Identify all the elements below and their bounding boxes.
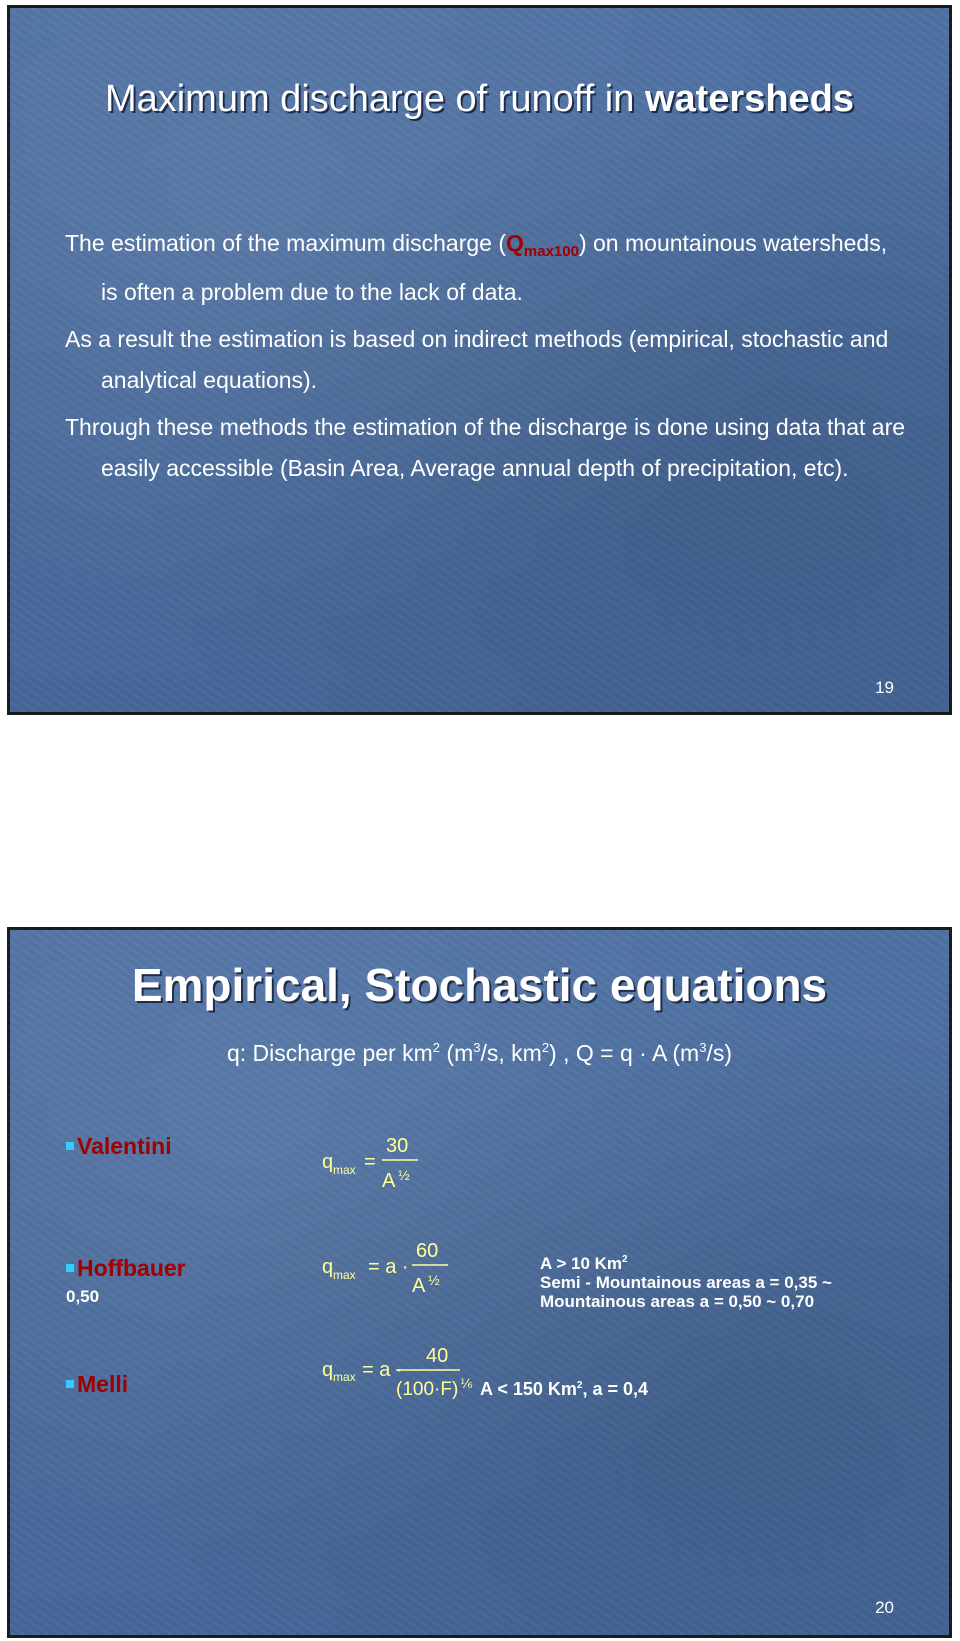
paragraph-2: As a result the estimation is based on indirect methods (empirical, stochastic and analytical equations).: [65, 326, 889, 393]
formula-exp: ⅙: [460, 1376, 473, 1391]
slide-number: 20: [875, 1598, 894, 1617]
bullet-label: Valentini: [77, 1133, 172, 1159]
bullet-hoffbauer: [66, 1255, 186, 1282]
note-mountainous: Mountainous areas a = 0,50 ~ 0,70: [540, 1292, 815, 1311]
formula-eq: = a ·: [368, 1256, 409, 1278]
def-a: q: Discharge per km: [226, 1040, 433, 1066]
paragraph-1: [65, 223, 909, 313]
q-max100: [506, 230, 579, 260]
formula-sub: max: [333, 1370, 356, 1384]
formula-sub: max: [333, 1163, 356, 1177]
formula-den: A: [382, 1170, 396, 1192]
bullet-square-icon: [66, 1264, 74, 1272]
bullet-label: Hoffbauer: [77, 1255, 186, 1281]
p1-text-b: ) on mountainous watersheds, is often a problem due to the lack of data.: [101, 230, 888, 305]
note-semi-mountainous: Semi - Mountainous areas a = 0,35 ~: [540, 1273, 832, 1292]
formula-num: 40: [426, 1345, 449, 1367]
def-b: (m: [440, 1040, 474, 1066]
hoffbauer-left-value: 0,50: [66, 1287, 100, 1306]
slide-20: [7, 927, 952, 1638]
q-symbol: Q: [506, 230, 524, 256]
melli-note-sup: 2: [576, 1380, 583, 1391]
formula-sub: max: [333, 1268, 356, 1282]
def-sup-1: 2: [432, 1040, 441, 1055]
bullet-label: Melli: [77, 1371, 129, 1397]
paragraph-3: Through these methods the estimation of the discharge is done using data that are easily accessible (Basin Area, Average annual depth of precipitation, etc).: [65, 414, 906, 481]
slide-title: [10, 78, 949, 121]
formula-q: q: [322, 1151, 334, 1173]
def-sup-3: 2: [541, 1040, 550, 1055]
formula-num: 30: [386, 1135, 409, 1157]
note-area: [540, 1250, 832, 1273]
q-subscript: max100: [523, 243, 579, 260]
def-sup-2: 3: [473, 1040, 481, 1055]
formula-exp: ½: [428, 1272, 440, 1288]
def-c: /s, km: [480, 1040, 542, 1066]
slide-19: [7, 5, 952, 715]
formula-q: q: [322, 1256, 334, 1278]
bullet-valentini: [66, 1133, 172, 1160]
formula-eq: =: [364, 1151, 376, 1173]
melli-note-b: , a = 0,4: [582, 1379, 649, 1399]
title-bold: watersheds: [644, 78, 855, 120]
slide-body: [65, 223, 909, 495]
formula-melli: [320, 1345, 473, 1418]
title-plain: Maximum discharge of runoff in: [104, 78, 645, 120]
formula-den: A: [412, 1275, 426, 1297]
formula-eq: = a ·: [362, 1359, 403, 1381]
formula-q: q: [322, 1359, 334, 1381]
melli-note-a: A < 150 Km: [480, 1379, 577, 1399]
formula-den: (100·F): [396, 1379, 459, 1400]
bullet-melli: [66, 1371, 128, 1398]
bullet-square-icon: [66, 1142, 74, 1150]
formula-exp: ½: [398, 1167, 410, 1183]
formula-valentini: [320, 1130, 440, 1200]
bullet-square-icon: [66, 1380, 74, 1388]
def-e: /s): [706, 1040, 733, 1066]
formula-num: 60: [416, 1240, 439, 1262]
def-sup-4: 3: [699, 1040, 707, 1055]
slide-number: 19: [875, 678, 894, 697]
slide-title: Empirical, Stochastic equations: [131, 959, 828, 1011]
note-area-text: A > 10 Km: [540, 1254, 623, 1273]
formula-hoffbauer: [320, 1235, 460, 1305]
hoffbauer-notes: [540, 1250, 832, 1311]
definition-line: [10, 1040, 949, 1067]
def-d: ) , Q = q · A (m: [549, 1040, 700, 1066]
melli-note: [480, 1376, 648, 1399]
note-area-sup: 2: [622, 1254, 628, 1265]
p1-text-a: The estimation of the maximum discharge (: [65, 230, 507, 256]
